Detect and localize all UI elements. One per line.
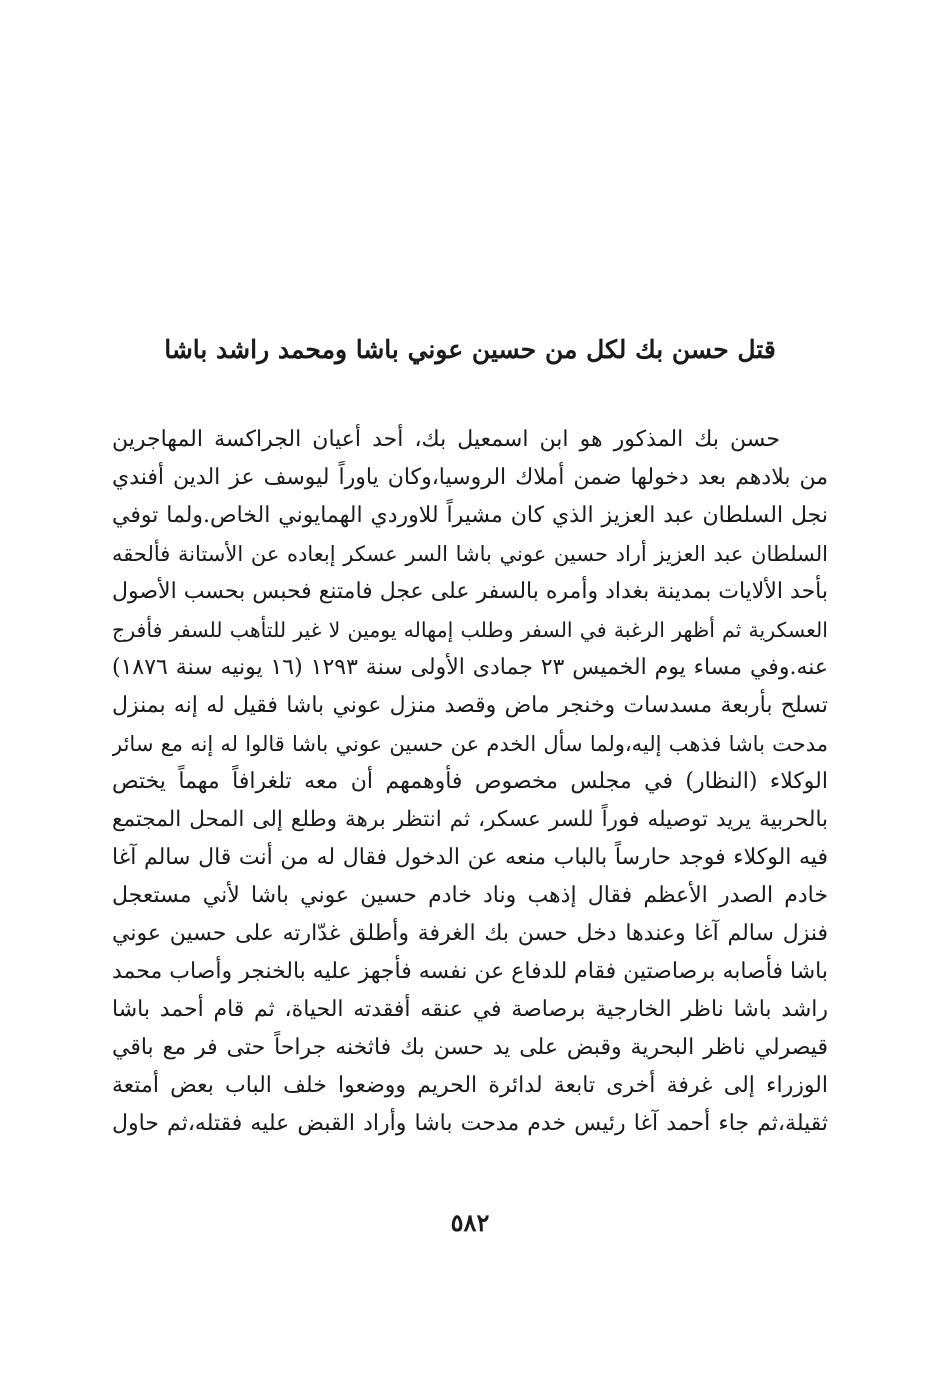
page-number: ٥٨٢ [450, 1208, 490, 1237]
text-line: الوكلاء (النظار) في مجلس مخصوص فأوهمهم أن معه تلغرافاً مهماً يختص [112, 769, 828, 794]
text-line: نجل السلطان عبد العزيز الذي كان مشيراً للاوردي الهمايوني الخاص.ولما توفي [112, 503, 828, 528]
text-line: ثقيلة،ثم جاء أحمد آغا رئيس خدم مدحت باشا وأراد القبض عليه فقتله،ثم حاول [112, 1111, 828, 1136]
text-line: باشا فأصابه برصاصتين فقام للدفاع عن نفسه فأجهز عليه بالخنجر وأصاب محمد [112, 959, 828, 984]
text-line: من بلادهم بعد دخولها ضمن أملاك الروسيا،وكان ياوراً ليوسف عز الدين أفندي [112, 465, 828, 490]
text-line: تسلح بأربعة مسدسات وخنجر ماض وقصد منزل عوني باشا فقيل له إنه بمنزل [112, 693, 828, 718]
text-line: فيه الوكلاء فوجد حارساً بالباب منعه عن الدخول فقال له من أنت قال سالم آغا [112, 845, 828, 870]
text-line: فنزل سالم آغا وعندها دخل حسن بك الغرفة وأطلق غدّارته على حسين عوني [112, 921, 828, 946]
text-line: بالحربية يريد توصيله فوراً للسر عسكر، ثم انتظر برهة وطلع إلى المحل المجتمع [112, 807, 828, 832]
body-paragraph [112, 421, 828, 1143]
text-line: مدحت باشا فذهب إليه،ولما سأل الخدم عن حسين عوني باشا قالوا له إنه مع سائر [112, 732, 828, 756]
text-line: حسن بك المذكور هو ابن اسمعيل بك، أحد أعيان الجراكسة المهاجرين [112, 427, 780, 452]
text-line: السلطان عبد العزيز أراد حسين عوني باشا السر عسكر إبعاده عن الأستانة فألحقه [112, 542, 828, 566]
text-line: خادم الصدر الأعظم فقال إذهب وناد خادم حسين عوني باشا لأني مستعجل [112, 883, 828, 908]
text-line: راشد باشا ناظر الخارجية برصاصة في عنقه أفقدته الحياة، ثم قام أحمد باشا [112, 997, 828, 1022]
text-line: عنه.وفي مساء يوم الخميس ٢٣ جمادى الأولى سنة ١٢٩٣ (١٦ يونيه سنة ١٨٧٦) [112, 655, 828, 680]
text-line: قيصرلي ناظر البحرية وقبض على يد حسن بك فاثخنه جراحاً حتى فر مع باقي [112, 1035, 828, 1060]
text-line: الوزراء إلى غرفة أخرى تابعة لدائرة الحريم ووضعوا خلف الباب بعض أمتعة [112, 1073, 828, 1098]
text-line: العسكرية ثم أظهر الرغبة في السفر وطلب إمهاله يومين لا غير للتأهب للسفر فأفرج [112, 618, 828, 642]
text-line: بأحد الألايات بمدينة بغداد وأمره بالسفر على عجل فامتنع فحبس بحسب الأصول [112, 579, 828, 604]
chapter-title: قتل حسن بك لكل من حسين عوني باشا ومحمد راشد باشا [164, 335, 776, 364]
